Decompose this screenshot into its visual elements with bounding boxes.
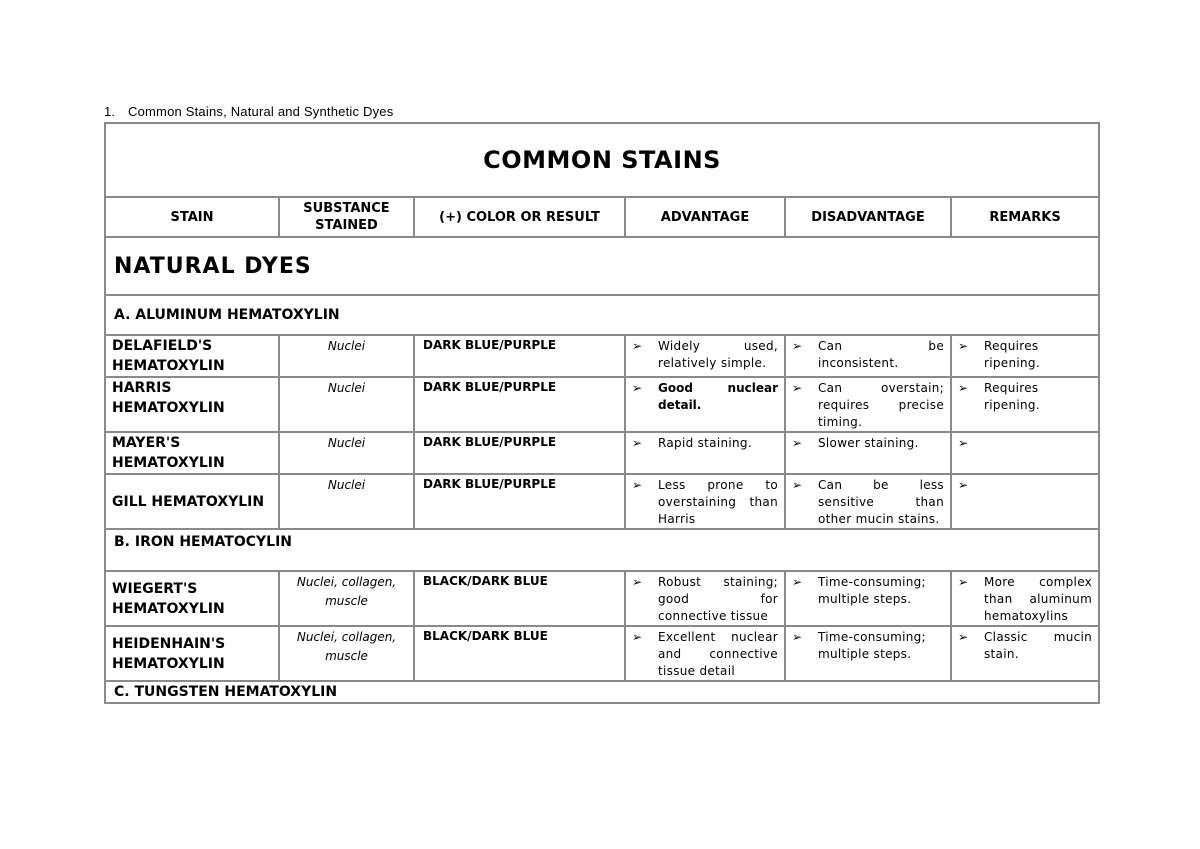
table-row bbox=[105, 377, 1099, 432]
remarks-cell bbox=[951, 432, 1099, 474]
disadvantage-text: Slower staining. bbox=[818, 436, 919, 450]
table-row bbox=[105, 626, 1099, 681]
stain-name: WIEGERT'S HEMATOXYLIN bbox=[105, 571, 279, 626]
stain-name: GILL HEMATOXYLIN bbox=[105, 474, 279, 529]
stain-name: MAYER'S HEMATOXYLIN bbox=[105, 432, 279, 474]
arrow-bullet-icon: ➢ bbox=[792, 436, 803, 450]
remarks-text bbox=[984, 477, 1092, 494]
remarks-cell bbox=[951, 626, 1099, 681]
column-header-stain: STAIN bbox=[105, 197, 279, 237]
arrow-bullet-icon: ➢ bbox=[958, 575, 969, 589]
substance-stained: Nuclei bbox=[279, 335, 414, 377]
advantage-cell bbox=[625, 474, 785, 529]
color-result: BLACK/DARK BLUE bbox=[414, 571, 625, 626]
stain-name: HEIDENHAIN'S HEMATOXYLIN bbox=[105, 626, 279, 681]
remarks-cell bbox=[951, 474, 1099, 529]
color-result: DARK BLUE/PURPLE bbox=[414, 377, 625, 432]
table-row bbox=[105, 571, 1099, 626]
advantage-text: Good nuclear detail. bbox=[658, 381, 778, 412]
arrow-bullet-icon: ➢ bbox=[958, 339, 969, 353]
remarks-text bbox=[984, 435, 1092, 452]
advantage-text: Rapid staining. bbox=[658, 436, 752, 450]
column-header-advantage: ADVANTAGE bbox=[625, 197, 785, 237]
heading-number: 1. bbox=[104, 104, 116, 119]
disadvantage-text: Time-consuming; multiple steps. bbox=[818, 630, 926, 661]
arrow-bullet-icon: ➢ bbox=[632, 381, 643, 395]
group-heading-iron: B. IRON HEMATOCYLIN bbox=[105, 529, 1099, 571]
disadvantage-cell bbox=[785, 626, 951, 681]
advantage-text: Less prone to overstaining than Harris bbox=[658, 478, 778, 526]
disadvantage-cell bbox=[785, 377, 951, 432]
color-result: BLACK/DARK BLUE bbox=[414, 626, 625, 681]
advantage-cell bbox=[625, 335, 785, 377]
advantage-cell bbox=[625, 377, 785, 432]
section-heading-natural-dyes: NATURAL DYES bbox=[105, 237, 1099, 295]
stain-name: HARRIS HEMATOXYLIN bbox=[105, 377, 279, 432]
substance-stained: Nuclei, collagen, muscle bbox=[279, 571, 414, 626]
arrow-bullet-icon: ➢ bbox=[958, 478, 969, 492]
table-row bbox=[105, 335, 1099, 377]
stain-name: DELAFIELD'S HEMATOXYLIN bbox=[105, 335, 279, 377]
advantage-cell bbox=[625, 432, 785, 474]
column-header-disadvantage: DISADVANTAGE bbox=[785, 197, 951, 237]
color-result: DARK BLUE/PURPLE bbox=[414, 335, 625, 377]
disadvantage-cell bbox=[785, 432, 951, 474]
substance-stained: Nuclei bbox=[279, 377, 414, 432]
disadvantage-text: Can be inconsistent. bbox=[818, 339, 944, 370]
remarks-cell bbox=[951, 377, 1099, 432]
remarks-text: Requires ripening. bbox=[984, 381, 1040, 412]
arrow-bullet-icon: ➢ bbox=[632, 339, 643, 353]
color-result: DARK BLUE/PURPLE bbox=[414, 474, 625, 529]
arrow-bullet-icon: ➢ bbox=[632, 630, 643, 644]
advantage-text: Robust staining; good for connective tissue bbox=[658, 575, 778, 623]
disadvantage-cell bbox=[785, 335, 951, 377]
advantage-text: Widely used, relatively simple. bbox=[658, 339, 778, 370]
table-row bbox=[105, 432, 1099, 474]
arrow-bullet-icon: ➢ bbox=[632, 575, 643, 589]
arrow-bullet-icon: ➢ bbox=[792, 478, 803, 492]
group-heading-tungsten: C. TUNGSTEN HEMATOXYLIN bbox=[105, 681, 1099, 703]
heading-text: Common Stains, Natural and Synthetic Dyes bbox=[128, 104, 394, 119]
column-header-remarks: REMARKS bbox=[951, 197, 1099, 237]
advantage-text: Excellent nuclear and connective tissue detail bbox=[658, 630, 778, 678]
arrow-bullet-icon: ➢ bbox=[792, 339, 803, 353]
column-header-result: (+) COLOR OR RESULT bbox=[414, 197, 625, 237]
substance-stained: Nuclei bbox=[279, 474, 414, 529]
column-header-substance: SUBSTANCE STAINED bbox=[279, 197, 414, 237]
arrow-bullet-icon: ➢ bbox=[792, 381, 803, 395]
group-heading-aluminum: A. ALUMINUM HEMATOXYLIN bbox=[105, 295, 1099, 335]
color-result: DARK BLUE/PURPLE bbox=[414, 432, 625, 474]
disadvantage-cell bbox=[785, 571, 951, 626]
substance-stained: Nuclei bbox=[279, 432, 414, 474]
remarks-cell bbox=[951, 571, 1099, 626]
remarks-text: Classic mucin stain. bbox=[984, 630, 1093, 661]
arrow-bullet-icon: ➢ bbox=[958, 630, 969, 644]
arrow-bullet-icon: ➢ bbox=[958, 381, 969, 395]
table-title: COMMON STAINS bbox=[105, 123, 1099, 197]
advantage-cell bbox=[625, 571, 785, 626]
disadvantage-text: Time-consuming; multiple steps. bbox=[818, 575, 926, 606]
remarks-text: More complex than aluminum hematoxylins bbox=[984, 575, 1093, 623]
disadvantage-cell bbox=[785, 474, 951, 529]
substance-stained: Nuclei, collagen, muscle bbox=[279, 626, 414, 681]
arrow-bullet-icon: ➢ bbox=[632, 478, 643, 492]
disadvantage-text: Can be less sensitive than other mucin stains. bbox=[818, 478, 944, 526]
advantage-cell bbox=[625, 626, 785, 681]
common-stains-table bbox=[104, 122, 1100, 704]
arrow-bullet-icon: ➢ bbox=[792, 630, 803, 644]
column-header-row bbox=[105, 197, 1099, 237]
remarks-text: Requires ripening. bbox=[984, 339, 1040, 370]
arrow-bullet-icon: ➢ bbox=[958, 436, 969, 450]
arrow-bullet-icon: ➢ bbox=[792, 575, 803, 589]
remarks-cell bbox=[951, 335, 1099, 377]
table-row bbox=[105, 474, 1099, 529]
arrow-bullet-icon: ➢ bbox=[632, 436, 643, 450]
document-heading bbox=[104, 104, 393, 119]
disadvantage-text: Can overstain; requires precise timing. bbox=[818, 381, 944, 429]
